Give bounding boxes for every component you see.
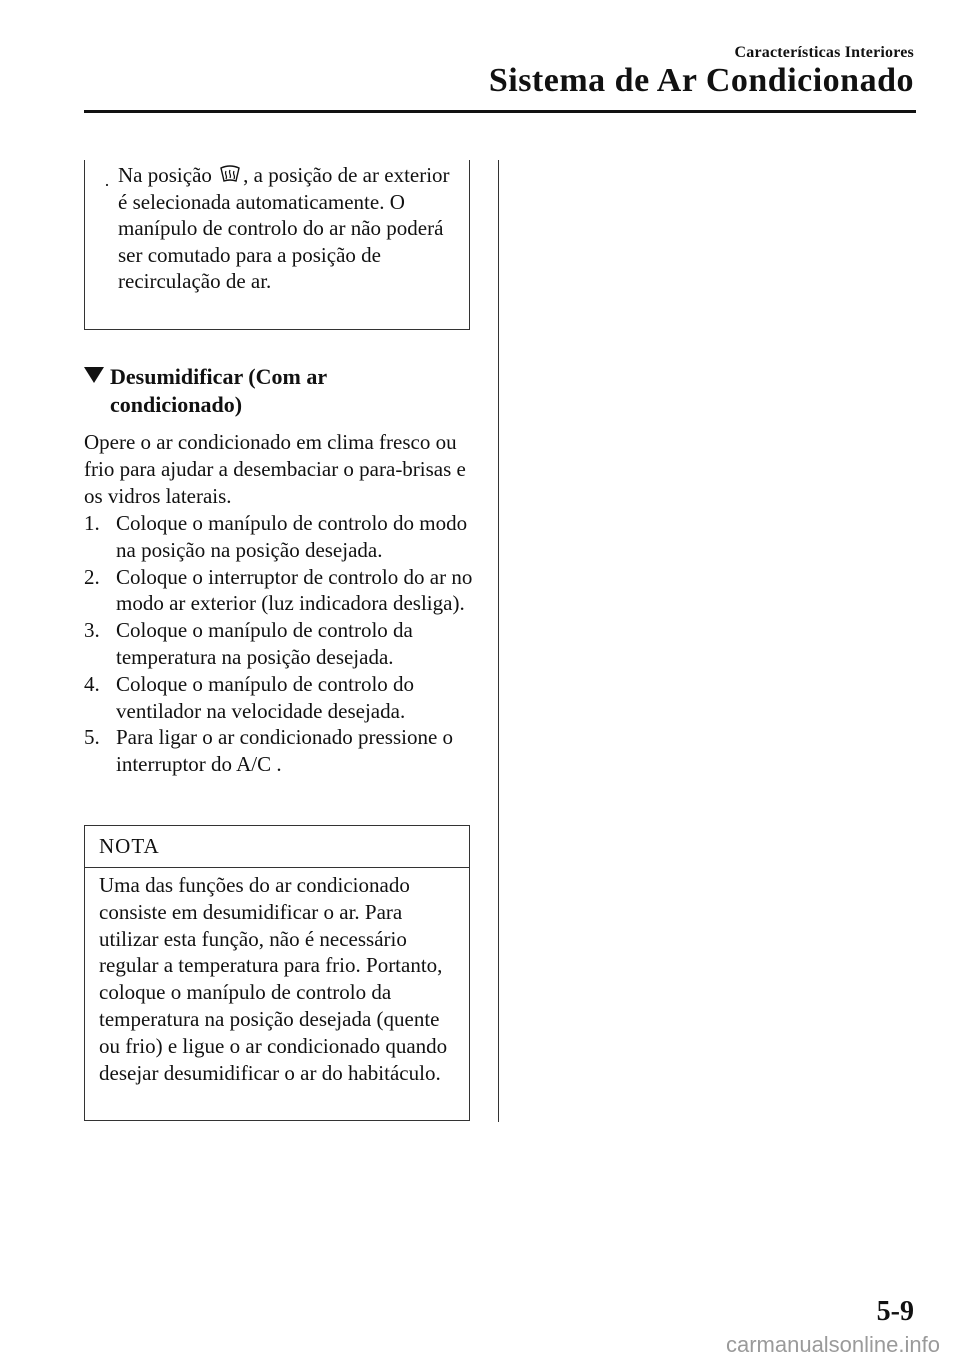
page-title: Sistema de Ar Condicionado (488, 62, 914, 99)
header-rule (84, 110, 916, 113)
info-box-text (118, 162, 463, 295)
intro-paragraph: Opere o ar condicionado em clima fresco ou frio para ajudar a desembaciar o para-brisas e os vidros laterais. (84, 430, 466, 508)
column-divider (498, 160, 499, 1122)
triangle-bullet-icon (84, 367, 104, 383)
info-box (84, 160, 470, 330)
step-number: 4 . (84, 671, 100, 698)
step-text: Coloque o manípulo de controlo do modo na posição na posição desejada. (116, 511, 468, 562)
section-heading (84, 363, 474, 419)
step-text: Coloque o manípulo de controlo do ventilador na velocidade desejada. (116, 671, 415, 723)
note-box (84, 825, 470, 1121)
list-item (84, 510, 484, 564)
page-number: 5-9 (876, 1296, 914, 1327)
note-title: NOTA (85, 826, 469, 868)
step-number: 1 . (84, 510, 100, 537)
bullet: · (104, 175, 110, 195)
info-text-rest: , a posição de ar exterior é selecionada automaticamente. O manípulo de controlo do ar não poderá ser comutado para a posição de recirculação de ar. (118, 163, 450, 294)
info-text-start: Na posição (118, 163, 212, 187)
steps-list (84, 510, 484, 778)
step-text: Coloque o manípulo de controlo da temperatura na posição desejada. (116, 618, 413, 669)
list-item (84, 564, 484, 618)
chapter-label: Características Interiores (734, 44, 914, 61)
list-item (84, 617, 484, 671)
list-item (84, 671, 484, 725)
step-text: Coloque o interruptor de controlo do ar no modo ar exterior (luz indicadora desliga). (116, 564, 473, 616)
step-number: 5 . (84, 724, 100, 751)
defroster-icon (219, 165, 241, 183)
step-number: 3 . (84, 617, 100, 644)
step-text: Para ligar o ar condicionado pressione o interruptor do A/C . (116, 725, 454, 777)
heading-line-2: condicionado) (110, 392, 243, 417)
list-item (84, 724, 484, 778)
note-text: Uma das funções do ar condicionado consiste em desumidificar o ar. Para utilizar esta função, não é necessário regular a temperatura para frio. Portanto, coloque o manípulo de controlo da temperatura na posição desejada (quente ou frio) e ligue o ar condicionado quando desejar desumidificar o ar do habitáculo. (99, 873, 448, 1085)
heading-line-1: Desumidificar (Com ar (110, 364, 328, 389)
step-number: 2 . (84, 564, 100, 591)
watermark: carmanualsonline.info (725, 1332, 940, 1357)
